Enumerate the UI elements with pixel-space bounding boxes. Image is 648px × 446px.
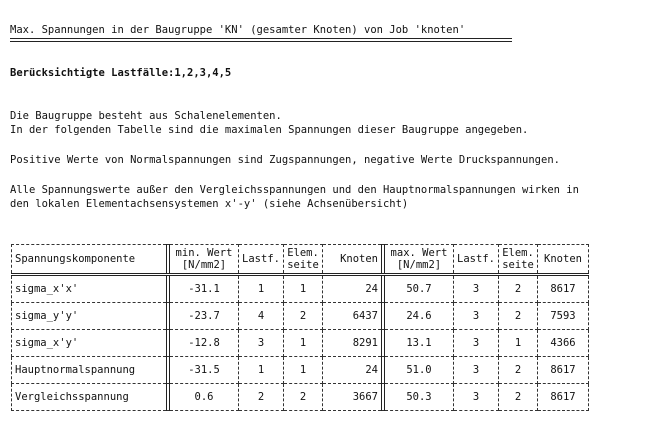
cell-max-lastfall: 3 bbox=[454, 357, 499, 384]
cell-min-knoten: 24 bbox=[323, 357, 382, 384]
cell-min-knoten: 3667 bbox=[323, 384, 382, 411]
table-header-row bbox=[12, 245, 589, 275]
cell-max-elementseite: 2 bbox=[499, 303, 538, 330]
stress-table bbox=[11, 244, 589, 411]
cell-max-lastfall: 3 bbox=[454, 384, 499, 411]
cell-min-lastfall: 2 bbox=[239, 384, 284, 411]
cell-min-knoten: 24 bbox=[323, 275, 382, 303]
cell-max-value: 24.6 bbox=[385, 303, 454, 330]
cell-max-value: 50.3 bbox=[385, 384, 454, 411]
cell-max-knoten: 4366 bbox=[538, 330, 589, 357]
cell-component: sigma_x'x' bbox=[12, 275, 167, 303]
cell-max-knoten: 8617 bbox=[538, 357, 589, 384]
cell-max-value: 51.0 bbox=[385, 357, 454, 384]
header-min-wert: min. Wert [N/mm2] bbox=[170, 245, 239, 275]
cell-min-value: -23.7 bbox=[170, 303, 239, 330]
paragraph-line: Alle Spannungswerte außer den Vergleichsspannungen und den Hauptnormalspannungen wirken in bbox=[10, 184, 579, 196]
cell-min-lastfall: 4 bbox=[239, 303, 284, 330]
table-row bbox=[12, 330, 589, 357]
header-elementseite: Elem. seite bbox=[284, 245, 323, 275]
cell-max-value: 50.7 bbox=[385, 275, 454, 303]
cell-min-lastfall: 1 bbox=[239, 357, 284, 384]
cell-max-lastfall: 3 bbox=[454, 303, 499, 330]
cell-max-knoten: 8617 bbox=[538, 275, 589, 303]
cell-min-elementseite: 1 bbox=[284, 275, 323, 303]
header-elementseite-max: Elem. seite bbox=[499, 245, 538, 275]
table-row bbox=[12, 384, 589, 411]
cell-min-knoten: 6437 bbox=[323, 303, 382, 330]
cell-max-lastfall: 3 bbox=[454, 330, 499, 357]
cell-component: Vergleichsspannung bbox=[12, 384, 167, 411]
cell-component: sigma_x'y' bbox=[12, 330, 167, 357]
cell-max-elementseite: 2 bbox=[499, 275, 538, 303]
cell-min-value: 0.6 bbox=[170, 384, 239, 411]
cell-max-elementseite: 2 bbox=[499, 384, 538, 411]
cell-component: Hauptnormalspannung bbox=[12, 357, 167, 384]
table-row bbox=[12, 275, 589, 303]
cell-min-value: -31.1 bbox=[170, 275, 239, 303]
header-komponente: Spannungskomponente bbox=[12, 245, 167, 275]
header-knoten-max: Knoten bbox=[538, 245, 589, 275]
cell-component: sigma_y'y' bbox=[12, 303, 167, 330]
header-knoten: Knoten bbox=[323, 245, 382, 275]
table-row bbox=[12, 303, 589, 330]
cell-max-value: 13.1 bbox=[385, 330, 454, 357]
paragraph-line: Die Baugruppe besteht aus Schalenelementen. bbox=[10, 110, 282, 122]
cell-max-knoten: 7593 bbox=[538, 303, 589, 330]
header-lastfall-max: Lastf. bbox=[454, 245, 499, 275]
cell-min-elementseite: 1 bbox=[284, 330, 323, 357]
cell-min-value: -12.8 bbox=[170, 330, 239, 357]
cell-min-lastfall: 3 bbox=[239, 330, 284, 357]
cell-min-value: -31.5 bbox=[170, 357, 239, 384]
cell-min-knoten: 8291 bbox=[323, 330, 382, 357]
table-row bbox=[12, 357, 589, 384]
header-max-wert: max. Wert [N/mm2] bbox=[385, 245, 454, 275]
paragraph-line: den lokalen Elementachsensystemen x'-y' (siehe Achsenübersicht) bbox=[10, 198, 409, 210]
cell-min-elementseite: 2 bbox=[284, 384, 323, 411]
cell-max-knoten: 8617 bbox=[538, 384, 589, 411]
paragraph-line: In der folgenden Tabelle sind die maximalen Spannungen dieser Baugruppe angegeben. bbox=[10, 124, 529, 136]
cell-min-elementseite: 2 bbox=[284, 303, 323, 330]
load-cases-line: Berücksichtigte Lastfälle:1,2,3,4,5 bbox=[10, 67, 232, 79]
cell-min-lastfall: 1 bbox=[239, 275, 284, 303]
header-lastfall: Lastf. bbox=[239, 245, 284, 275]
document-title: Max. Spannungen in der Baugruppe 'KN' (gesamter Knoten) von Job 'knoten' bbox=[10, 24, 466, 36]
paragraph-line: Positive Werte von Normalspannungen sind Zugspannungen, negative Werte Druckspannungen. bbox=[10, 154, 560, 166]
cell-max-elementseite: 2 bbox=[499, 357, 538, 384]
cell-min-elementseite: 1 bbox=[284, 357, 323, 384]
cell-max-elementseite: 1 bbox=[499, 330, 538, 357]
title-underline bbox=[10, 38, 512, 42]
cell-max-lastfall: 3 bbox=[454, 275, 499, 303]
